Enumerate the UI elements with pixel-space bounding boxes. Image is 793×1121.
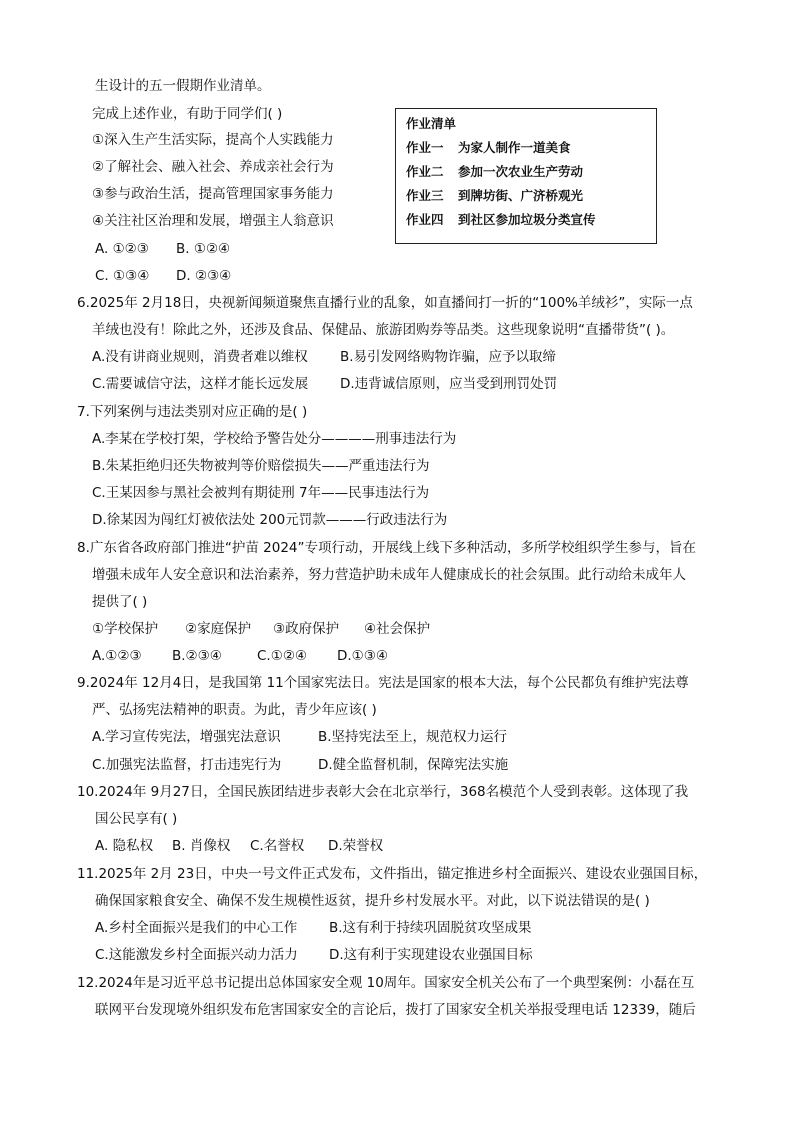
q5-option-c: C. ①③④ [95, 268, 150, 284]
q5-item-1: ①深入生产生活实际，提高个人实践能力 [92, 132, 334, 148]
q9-option-d: D.健全监督机制，保障宪法实施 [318, 757, 509, 773]
q5-item-3: ③参与政治生活，提高管理国家事务能力 [92, 186, 334, 202]
q10-line-2: 国公民享有( ) [95, 811, 178, 827]
q6-line-2: 羊绒也没有！除此之外，还涉及食品、保健品、旅游团购券等品类。这些现象说明“直播带货”( )。 [92, 322, 675, 338]
q5-item-4: ④关注社区治理和发展，增强主人翁意识 [92, 213, 334, 229]
q8-line-1: 8.广东省各政府部门推进“护苗 2024”专项行动，开展线上线下多种活动，多所学校组织学生参与，旨在 [77, 540, 697, 556]
q11-option-c: C.这能激发乡村全面振兴动力活力 [95, 947, 298, 963]
homework-row-text: 到社区参加垃圾分类宣传 [458, 212, 596, 227]
q5-item-2: ②了解社会、融入社会、养成亲社会行为 [92, 159, 334, 175]
q6-option-b: B.易引发网络购物诈骗，应予以取缔 [340, 349, 557, 365]
q9-option-c: C.加强宪法监督，打击违宪行为 [92, 757, 282, 773]
q8-option-d: D.①③④ [337, 648, 388, 664]
q8-item-3: ③政府保护 [273, 621, 340, 637]
q5-continuation-line: 生设计的五一假期作业清单。 [95, 78, 271, 94]
homework-row-text: 到牌坊街、广济桥观光 [458, 188, 584, 203]
q10-line-1: 10.2024年 9月27日，全国民族团结进步表彰大会在北京举行，368名模范个人受到表彰。这体现了我 [77, 784, 689, 800]
q5-option-a: A. ①②③ [95, 241, 149, 257]
q7-option-a: A.李某在学校打架，学校给予警告处分————刑事违法行为 [92, 431, 457, 447]
q5-option-b: B. ①②④ [176, 241, 231, 257]
q12-line-1: 12.2024年是习近平总书记提出总体国家安全观 10周年。国家安全机关公布了一个典型案例：小磊在互 [77, 975, 695, 991]
q7-option-c: C.王某因参与黑社会被判有期徒刑 7年——民事违法行为 [92, 485, 430, 501]
q5-stem: 完成上述作业，有助于同学们( ) [92, 106, 283, 122]
homework-box-title: 作业清单 [406, 116, 457, 131]
homework-row-key: 作业四 [406, 212, 444, 227]
q6-line-1: 6.2025年 2月18日，央视新闻频道聚焦直播行业的乱象，如直播间打一折的“100%羊绒衫”，实际一点 [77, 295, 693, 311]
q10-option-d: D.荣誉权 [328, 838, 384, 854]
q9-option-b: B.坚持宪法至上，规范权力运行 [318, 729, 508, 745]
homework-row-3 [406, 187, 583, 205]
homework-row-2 [406, 163, 583, 181]
homework-row-text: 为家人制作一道美食 [458, 140, 571, 155]
q8-option-a: A.①②③ [92, 648, 142, 664]
homework-row-key: 作业三 [406, 188, 444, 203]
q10-option-a: A. 隐私权 [95, 838, 154, 854]
q9-line-1: 9.2024年 12月4日，是我国第 11个国家宪法日。宪法是国家的根本大法，每个公民都负有维护宪法尊 [77, 675, 689, 691]
q7-stem: 7.下列案例与违法类别对应正确的是( ) [77, 404, 308, 420]
homework-list-box [395, 108, 657, 244]
homework-row-4 [406, 211, 596, 229]
q9-line-2: 严、弘扬宪法精神的职责。为此，青少年应该( ) [92, 702, 377, 718]
q6-option-d: D.违背诚信原则，应当受到刑罚处罚 [340, 376, 558, 392]
q10-option-c: C.名誉权 [250, 838, 305, 854]
q10-option-b: B. 肖像权 [172, 838, 231, 854]
homework-row-key: 作业二 [406, 164, 444, 179]
q12-line-2: 联网平台发现境外组织发布危害国家安全的言论后，拨打了国家安全机关举报受理电话 12339，随后 [95, 1002, 696, 1018]
q8-option-b: B.②③④ [172, 648, 222, 664]
q5-option-d: D. ②③④ [176, 268, 232, 284]
q8-item-1: ①学校保护 [92, 621, 159, 637]
q8-item-2: ②家庭保护 [185, 621, 252, 637]
q9-option-a: A.学习宣传宪法，增强宪法意识 [92, 729, 281, 745]
q11-line-1: 11.2025年 2月 23日，中央一号文件正式发布，文件指出，锚定推进乡村全面振兴、建设农业强国目标， [77, 866, 708, 882]
q11-line-2: 确保国家粮食安全、确保不发生规模性返贫，提升乡村发展水平。对此，以下说法错误的是( ) [95, 893, 650, 909]
q6-option-a: A.没有讲商业规则，消费者难以维权 [92, 349, 308, 365]
homework-row-key: 作业一 [406, 140, 444, 155]
q6-option-c: C.需要诚信守法，这样才能长远发展 [92, 376, 309, 392]
q8-line-2: 增强未成年人安全意识和法治素养，努力营造护助未成年人健康成长的社会氛围。此行动给未成年人 [92, 567, 686, 583]
q8-item-4: ④社会保护 [364, 621, 431, 637]
q8-option-c: C.①②④ [257, 648, 308, 664]
q11-option-d: D.这有利于实现建设农业强国目标 [329, 947, 533, 963]
homework-row-text: 参加一次农业生产劳动 [458, 164, 584, 179]
q8-line-3: 提供了( ) [92, 594, 148, 610]
homework-row-1 [406, 139, 571, 157]
q11-option-b: B.这有利于持续巩固脱贫攻坚成果 [329, 920, 532, 936]
q7-option-d: D.徐某因为闯红灯被依法处 200元罚款———行政违法行为 [92, 512, 448, 528]
q11-option-a: A.乡村全面振兴是我们的中心工作 [95, 920, 298, 936]
q7-option-b: B.朱某拒绝归还失物被判等价赔偿损失——严重违法行为 [92, 458, 430, 474]
